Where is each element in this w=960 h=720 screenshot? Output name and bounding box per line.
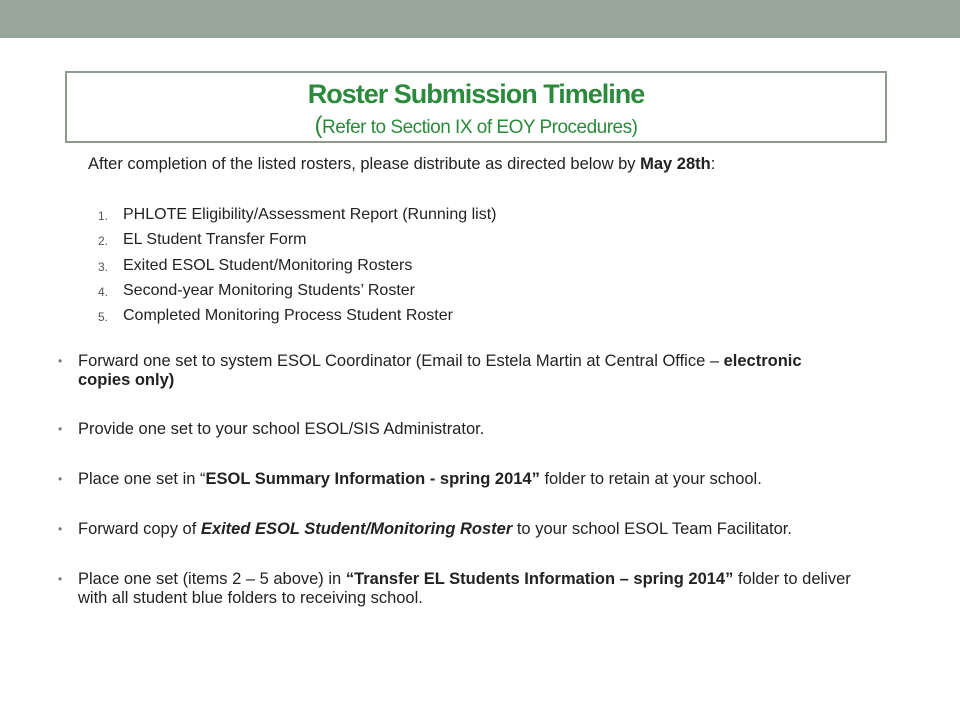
subtitle-paren: ( bbox=[314, 112, 323, 139]
instruction-bold: ESOL Summary Information - spring 2014” bbox=[205, 470, 540, 488]
list-item bbox=[98, 304, 798, 329]
roster-list bbox=[98, 203, 798, 329]
instruction-item bbox=[58, 470, 858, 489]
list-number: 1. bbox=[98, 209, 109, 223]
list-label: PHLOTE Eligibility/Assessment Report (Running list) bbox=[123, 206, 497, 223]
instruction-item bbox=[58, 352, 858, 390]
instruction-bold: electronic copies only) bbox=[78, 352, 802, 389]
instruction-text: Provide one set to your school ESOL/SIS Administrator. bbox=[78, 420, 485, 438]
list-label: Second-year Monitoring Students’ Roster bbox=[123, 281, 415, 299]
list-item bbox=[98, 254, 798, 279]
intro-date: May 28th bbox=[640, 155, 711, 173]
instruction-text: Place one set (items 2 – 5 above) in bbox=[78, 570, 346, 588]
intro-text bbox=[88, 155, 908, 174]
instruction-item bbox=[58, 520, 858, 539]
list-item bbox=[98, 228, 798, 253]
list-number: 2. bbox=[98, 234, 109, 249]
instruction-text: folder to retain at your school. bbox=[539, 470, 762, 488]
intro-end: : bbox=[710, 155, 716, 173]
list-number: 3. bbox=[98, 259, 109, 274]
instruction-bold: Exited ESOL Student/Monitoring Roster bbox=[200, 520, 513, 538]
instruction-text: to your school ESOL Team Facilitator. bbox=[512, 520, 792, 538]
list-number: 4. bbox=[98, 284, 109, 299]
instruction-item bbox=[58, 420, 858, 439]
list-label: EL Student Transfer Form bbox=[123, 231, 307, 249]
bullet-icon: • bbox=[58, 572, 63, 586]
page-title: Roster Submission Timeline bbox=[307, 79, 645, 109]
intro-body: After completion of the listed rosters, please distribute as directed below by bbox=[88, 155, 641, 173]
instruction-list bbox=[58, 352, 858, 608]
instruction-text: Forward one set to system ESOL Coordinator (Email to Estela Martin at Central Office – bbox=[78, 352, 724, 370]
list-label: Exited ESOL Student/Monitoring Rosters bbox=[123, 256, 413, 274]
instruction-text: Place one set in “ bbox=[78, 470, 206, 488]
bullet-icon: • bbox=[58, 354, 63, 368]
list-item bbox=[98, 279, 798, 304]
top-bar bbox=[0, 0, 960, 38]
instruction-item bbox=[58, 570, 858, 608]
bullet-icon: • bbox=[58, 422, 63, 436]
page-subtitle bbox=[67, 112, 885, 140]
instruction-text: folder to deliver with all student blue folders to receiving school. bbox=[78, 570, 851, 607]
list-item bbox=[98, 203, 798, 228]
title-box bbox=[65, 71, 887, 143]
list-label: Completed Monitoring Process Student Roster bbox=[123, 307, 453, 325]
instruction-bold: “Transfer EL Students Information – spring 2014” bbox=[345, 570, 734, 588]
bullet-icon: • bbox=[58, 472, 63, 486]
list-number: 5. bbox=[98, 310, 109, 325]
subtitle-text: Refer to Section IX of EOY Procedures) bbox=[322, 117, 638, 138]
instruction-text: Forward copy of bbox=[78, 520, 201, 538]
bullet-icon: • bbox=[58, 522, 63, 536]
